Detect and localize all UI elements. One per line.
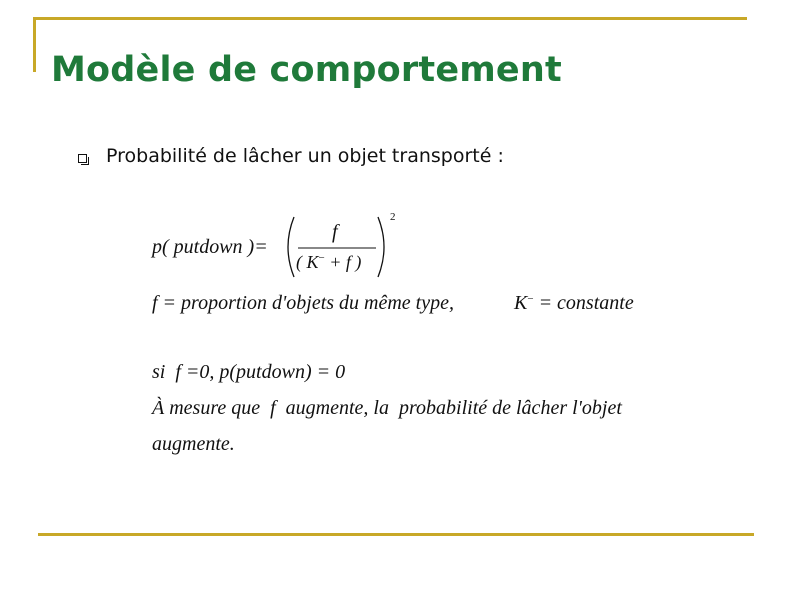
denominator-open: ( K: [296, 252, 319, 272]
k-super: −: [527, 293, 534, 305]
slide-title: Modèle de comportement: [51, 50, 562, 90]
bullet-text: Probabilité de lâcher un objet transporté :: [106, 145, 504, 167]
right-paren-icon: [378, 217, 384, 277]
denominator-rest: + f ): [324, 252, 362, 272]
frame-bottom-rule: [38, 533, 754, 536]
square-bullet-icon: [78, 154, 87, 163]
left-paren-icon: [288, 217, 294, 277]
k-symbol: K: [514, 292, 528, 314]
frame-left-rule: [33, 17, 36, 72]
k-definition: [514, 292, 634, 315]
k-rest: = constante: [533, 292, 634, 314]
condition-line-1: si f =0, p(putdown) = 0: [152, 361, 346, 383]
formula-lhs: p( putdown )=: [152, 236, 268, 258]
formula-numerator: f: [332, 221, 338, 243]
formula-exponent: 2: [390, 211, 396, 223]
condition-line-3: augmente.: [152, 433, 235, 455]
formula-denominator: [296, 252, 361, 273]
condition-line-2: À mesure que f augmente, la probabilité de lâcher l'objet: [152, 397, 622, 419]
denominator-super: −: [318, 252, 325, 264]
frame-top-rule: [33, 17, 747, 20]
f-definition: f = proportion d'objets du même type,: [152, 292, 454, 314]
